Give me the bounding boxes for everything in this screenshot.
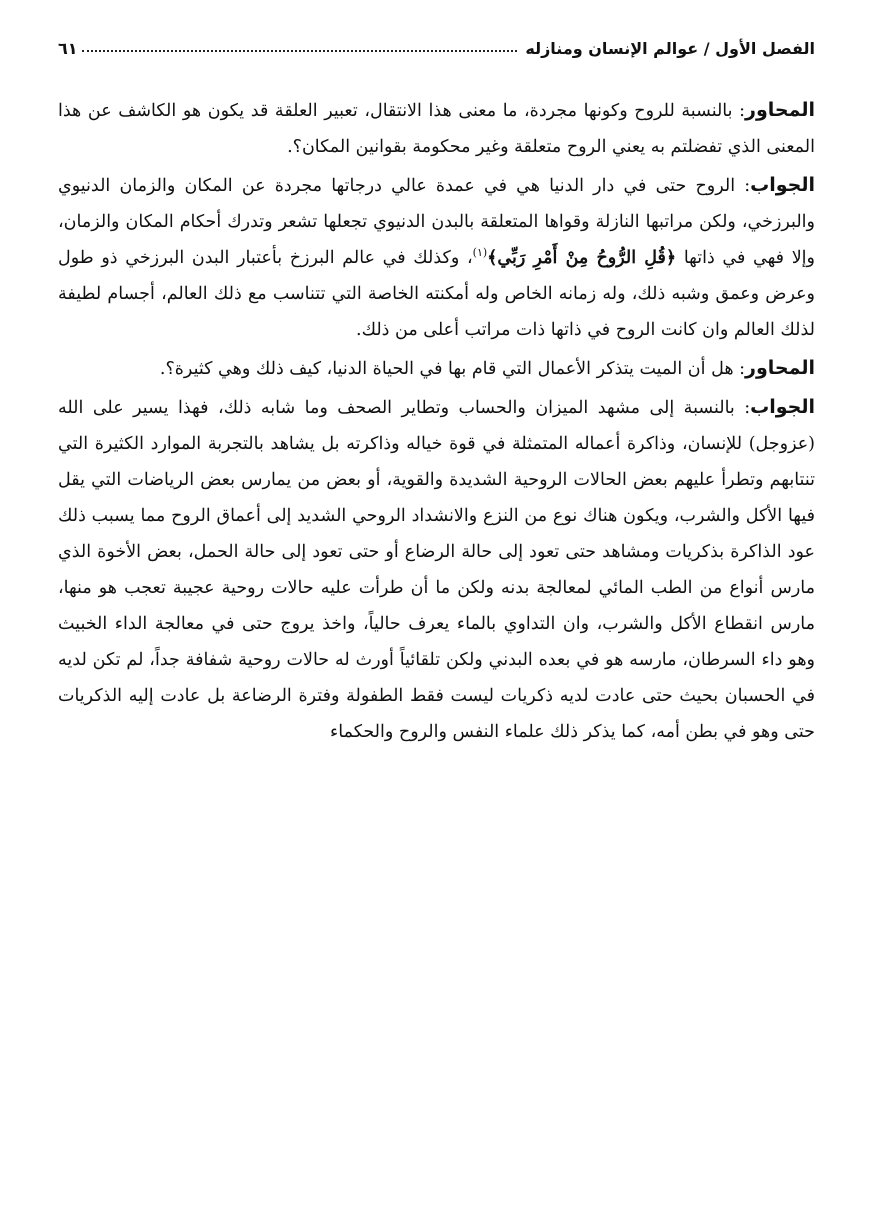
- page-body: [58, 92, 815, 752]
- speaker-label: الجواب: [750, 396, 815, 418]
- speaker-label: الجواب: [750, 174, 815, 196]
- paragraph-text: ، وكذلك في عالم البرزخ بأعتبار البدن البرزخي ذو طول وعرض وعمق وشبه ذلك، وله زمانه الخاص وله أمكنته الخاصة التي تتناسب مع ذلك العالم، أجسام لطيفة لذلك العالم وان كانت الروح في ذاتها ذات مراتب أعلى من ذلك.: [58, 248, 815, 340]
- chapter-title: الفصل الأول / عوالم الإنسان ومنازله: [525, 38, 815, 58]
- paragraph-text: : بالنسبة إلى مشهد الميزان والحساب وتطاير الصحف وما شابه ذلك، فهذا يسير على الله (عزوجل) للإنسان، وذاكرة أعماله المتمثلة في قوة خياله وذاكرته بل يشاهد بالتجربة الموارد الكثيرة التي تنتابهم وتطرأ عليهم بعض الحالات الروحية الشديدة والقوية، أو بعض من يمارس بعض الرياضات التي يقل فيها الأكل والشرب، ويكون هناك نوع من النزع والانشداد الروحي الشديد إلى أعماق الروح مما يسبب ذلك عود الذاكرة بذكريات ومشاهد حتى تعود إلى حالة الرضاع أو حتى تعود إلى حالة الحمل، بعض الأخوة الذي مارس أنواع من الطب المائي لمعالجة بدنه ولكن ما أن طرأت عليه حالات روحية عجيبة تعجب هو منها، مارس انقطاع الأكل والشرب، وان التداوي بالماء يعرف حالياً، واخذ يروج حتى في معالجة الداء الخبيث وهو داء السرطان، مارسه هو في بعده البدني ولكن تلقائياً أورث له حالات روحية شفافة جداً، لم تكن لديه في الحسبان بحيث حتى عادت لديه ذكريات ليست فقط الطفولة وفترة الرضاعة بل عادت إليه الذكريات حتى وهو في بطن أمه، كما يذكر ذلك علماء النفس والروح والحكماء: [58, 398, 815, 742]
- paragraph-text: : بالنسبة للروح وكونها مجردة، ما معنى هذا الانتقال، تعبير العلقة قد يكون هو الكاشف عن هذا المعنى الذي تفضلتم به يعني الروح متعلقة وغير محكومة بقوانين المكان؟.: [58, 101, 815, 157]
- dialogue-paragraph: [58, 167, 815, 348]
- speaker-label: المحاور: [745, 357, 815, 379]
- dotted-leader: [82, 50, 518, 52]
- dialogue-paragraph: [58, 92, 815, 165]
- paragraph-text: : هل أن الميت يتذكر الأعمال التي قام بها في الحياة الدنيا، كيف ذلك وهي كثيرة؟.: [159, 359, 746, 379]
- page-number: ٦١: [58, 38, 78, 58]
- page-header: [58, 28, 815, 68]
- speaker-label: المحاور: [745, 99, 815, 121]
- dialogue-paragraph: [58, 389, 815, 750]
- quran-quote: ﴿قُلِ الرُّوحُ مِنْ أَمْرِ رَبِّي﴾: [487, 248, 677, 268]
- paragraph-text: : الروح حتى في دار الدنيا هي في عمدة عالي درجاتها مجردة عن المكان والزمان الدنيوي والبرزخي، ولكن مراتبها النازلة وقواها المتعلقة بالبدن الدنيوي تجعلها تشعر وتدرك أحكام المكان والزمان، وإلا فهي في ذاتها: [58, 176, 815, 268]
- dialogue-paragraph: [58, 350, 815, 387]
- footnote-marker[interactable]: (١): [472, 246, 488, 260]
